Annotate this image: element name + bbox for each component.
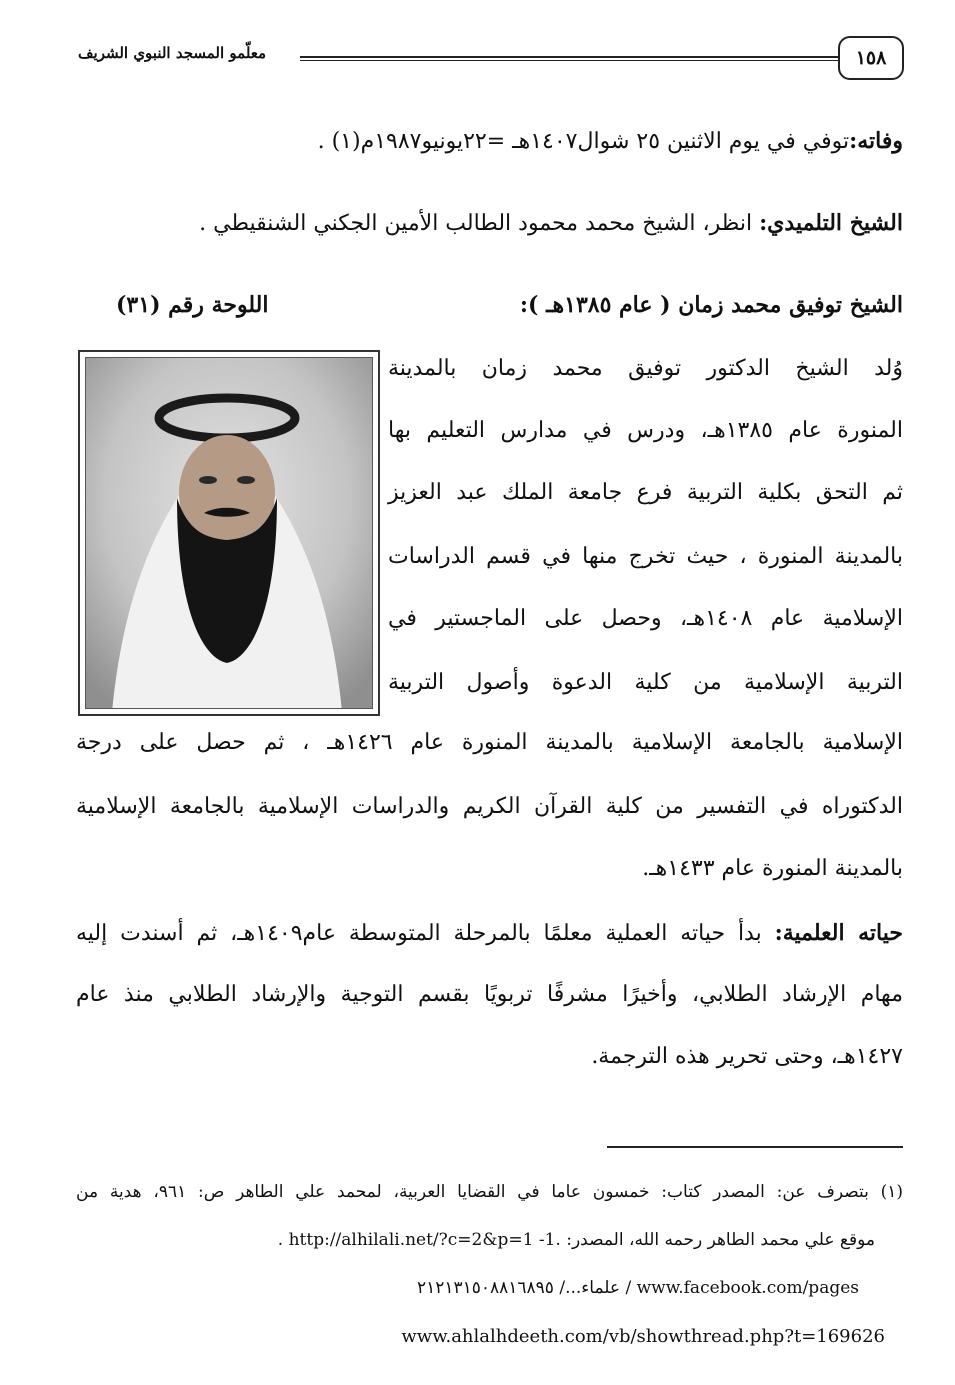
header-rule (300, 56, 840, 61)
footnote-line-3-ar: علماء.../ ٢١٢١٣١٥٠٨٨١٦٨٩٥ (416, 1278, 621, 1298)
page-header (78, 36, 904, 80)
portrait-photo (78, 350, 380, 716)
bio-full-line-2: الدكتوراه في التفسير من كلية القرآن الكريم والدراسات الإسلامية بالجامعة الإسلامية (76, 794, 903, 819)
footnote-link-facebook[interactable]: / www.facebook.com/pages (625, 1278, 859, 1298)
bio-last-line: بالمدينة المنورة عام ١٤٣٣هـ. (642, 856, 903, 881)
career-line-2: مهام الإرشاد الطلابي، وأخيرًا مشرفًا تربويًا بقسم التوجية والإرشاد الطلابي منذ عام (76, 982, 903, 1007)
footnote-rule (607, 1146, 903, 1148)
career-line-1: حياته العلمية: بدأ حياته العملية معلمًا بالمرحلة المتوسطة عام١٤٠٩هـ، ثم أسندت إليه (76, 920, 903, 946)
death-paragraph (318, 128, 903, 155)
plate-label: اللوحة رقم (٣١) (116, 292, 269, 318)
tilmidi-label: الشيخ التلميدي: (759, 210, 903, 236)
footnote-line-3 (417, 1278, 859, 1298)
career-line-3: ١٤٢٧هـ، وحتى تحرير هذه الترجمة. (591, 1044, 903, 1069)
portrait-image (85, 357, 373, 709)
tilmidi-paragraph (199, 210, 903, 237)
footnote-link-ahlalhdeeth[interactable]: www.ahlalhdeeth.com/vb/showthread.php?t=169626 (401, 1326, 885, 1347)
running-title: معلّمو المسجد النبوي الشريف (78, 44, 267, 62)
career-label: حياته العلمية: (774, 920, 903, 946)
footnote-line-2: موقع علي محمد الطاهر رحمه الله، المصدر: .1- http://alhilali.net/?c=2&p=1 . (277, 1230, 875, 1250)
death-label: وفاته: (849, 128, 903, 154)
bio-line-1: وُلد الشيخ الدكتور توفيق محمد زمان بالمدينة (388, 356, 903, 381)
section-heading: الشيخ توفيق محمد زمان ( عام ١٣٨٥هـ ): (519, 292, 903, 318)
footnote-line-2-ar: موقع علي محمد الطاهر رحمه الله، المصدر: .1- (538, 1230, 875, 1250)
footnote-link-alhilali[interactable]: http://alhilali.net/?c=2&p=1 (288, 1230, 534, 1250)
bio-line-4: بالمدينة المنورة ، حيث تخرج منها في قسم الدراسات (388, 544, 903, 569)
page-number: ١٥٨ (838, 36, 904, 80)
bio-line-2: المنورة عام ١٣٨٥هـ، ودرس في مدارس التعليم بها (388, 418, 903, 443)
bio-line-6: التربية الإسلامية من كلية الدعوة وأصول التربية (388, 670, 903, 695)
bio-line-5: الإسلامية عام ١٤٠٨هـ، وحصل على الماجستير في (388, 606, 903, 631)
footnote-line-1: (١) بتصرف عن: المصدر كتاب: خمسون عاما في القضايا العربية، لمحمد علي الطاهر ص: ٩٦١، هدية من (76, 1182, 903, 1202)
portrait-icon (85, 358, 372, 709)
bio-line-3: ثم التحق بكلية التربية فرع جامعة الملك عبد العزيز (388, 480, 903, 505)
tilmidi-text: انظر، الشيخ محمد محمود الطالب الأمين الجكني الشنقيطي . (199, 211, 760, 236)
death-text: توفي في يوم الاثنين ٢٥ شوال١٤٠٧هـ =٢٢يونيو١٩٨٧م(١) . (317, 129, 850, 154)
bio-full-line-1: الإسلامية بالجامعة الإسلامية بالمدينة المنورة عام ١٤٢٦هـ ، ثم حصل على درجة (76, 730, 904, 755)
